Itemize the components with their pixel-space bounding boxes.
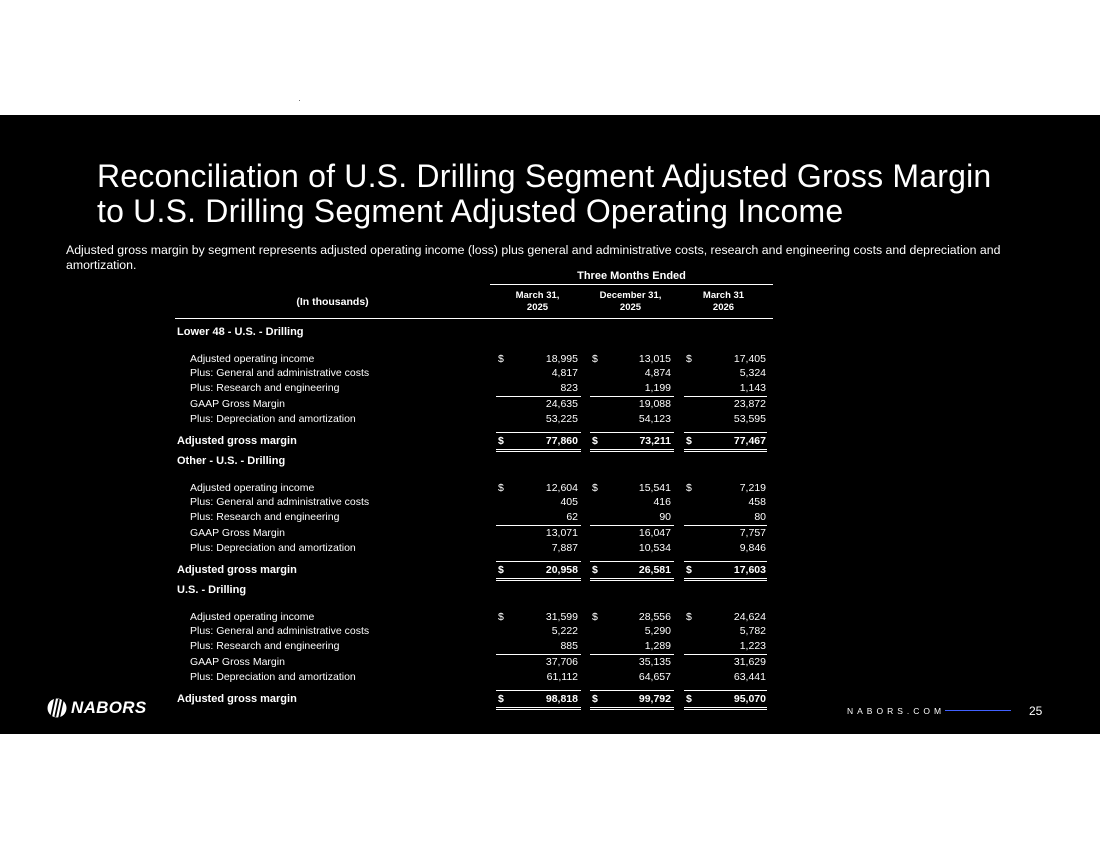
table-cell: 5,324: [739, 367, 766, 379]
column-header: [676, 290, 771, 314]
column-header-line2: 2025: [619, 302, 642, 313]
total-top-rule: [684, 561, 767, 562]
reconciliation-table: [0, 115, 1100, 734]
section-title: Other - U.S. - Drilling: [177, 455, 286, 467]
row-label: Plus: Depreciation and amortization: [190, 413, 356, 425]
total-double-rule: [496, 707, 581, 708]
table-cell: 13,071: [545, 527, 578, 539]
section-title: U.S. - Drilling: [177, 584, 247, 596]
currency-sign: $: [592, 564, 598, 576]
row-label: GAAP Gross Margin: [190, 656, 285, 668]
currency-sign: $: [592, 353, 598, 365]
total-double-rule: [684, 707, 767, 708]
table-cell: 1,223: [739, 640, 766, 652]
total-cell: 77,467: [733, 435, 766, 447]
title-line-1: Reconciliation of U.S. Drilling Segment Adjusted Gross Margin: [97, 158, 992, 194]
subtitle: Adjusted gross margin by segment represents adjusted operating income (loss) plus general and administrative costs, research and engineering costs and depreciation and amortization.: [66, 243, 1001, 272]
column-header: [490, 290, 585, 314]
total-top-rule: [496, 690, 581, 691]
table-cell: 9,846: [739, 542, 766, 554]
currency-sign: $: [498, 611, 504, 623]
group-header: Three Months Ended: [577, 270, 686, 282]
website-url: NABORS.COM: [847, 706, 946, 716]
table-cell: 53,225: [545, 413, 578, 425]
table-cell: 35,135: [638, 656, 671, 668]
currency-sign: $: [498, 564, 504, 576]
table-cell: 5,222: [551, 625, 578, 637]
section-title: Lower 48 - U.S. - Drilling: [177, 326, 304, 338]
row-label: Plus: Depreciation and amortization: [190, 671, 356, 683]
column-header-line2: 2025: [526, 302, 549, 313]
total-double-rule: [590, 451, 674, 452]
total-double-rule: [496, 449, 581, 450]
page-number: 25: [1029, 704, 1043, 718]
total-top-rule: [590, 690, 674, 691]
total-double-rule: [590, 707, 674, 708]
row-label: Plus: General and administrative costs: [190, 367, 370, 379]
table-cell: 80: [754, 511, 766, 523]
total-cell: 77,860: [545, 435, 578, 447]
total-cell: 95,070: [733, 693, 766, 705]
table-cell: 24,635: [545, 398, 578, 410]
unit-header: (In thousands): [296, 296, 369, 308]
row-label: Adjusted operating income: [190, 611, 315, 623]
table-cell: 1,199: [644, 382, 671, 394]
table-cell: 405: [560, 496, 578, 508]
subtotal-rule: [496, 654, 581, 655]
table-cell: 416: [653, 496, 671, 508]
total-cell: 26,581: [638, 564, 671, 576]
group-header-rule: [490, 284, 773, 285]
currency-sign: $: [592, 435, 598, 447]
currency-sign: $: [686, 482, 692, 494]
slide: [0, 115, 1100, 734]
total-double-rule: [590, 578, 674, 579]
subtotal-rule: [590, 396, 674, 397]
total-cell: 17,603: [733, 564, 766, 576]
table-cell: 17,405: [733, 353, 766, 365]
currency-sign: $: [592, 693, 598, 705]
table-cell: 37,706: [545, 656, 578, 668]
currency-sign: $: [592, 611, 598, 623]
row-label: GAAP Gross Margin: [190, 527, 285, 539]
total-top-rule: [496, 432, 581, 433]
total-double-rule: [496, 451, 581, 452]
table-cell: 7,887: [551, 542, 578, 554]
table-cell: 4,874: [644, 367, 671, 379]
subtotal-rule: [684, 396, 767, 397]
row-label: Plus: Research and engineering: [190, 511, 340, 523]
total-double-rule: [684, 709, 767, 710]
total-double-rule: [684, 451, 767, 452]
table-cell: 885: [560, 640, 578, 652]
table-cell: 18,995: [545, 353, 578, 365]
table-cell: 19,088: [638, 398, 671, 410]
currency-sign: $: [498, 693, 504, 705]
row-label: Plus: General and administrative costs: [190, 496, 370, 508]
total-cell: 98,818: [545, 693, 578, 705]
total-double-rule: [684, 578, 767, 579]
table-cell: 823: [560, 382, 578, 394]
total-top-rule: [684, 690, 767, 691]
row-label: Plus: General and administrative costs: [190, 625, 370, 637]
total-cell: 73,211: [639, 435, 671, 447]
total-double-rule: [684, 449, 767, 450]
table-cell: 13,015: [638, 353, 671, 365]
column-header-line1: March 31,: [515, 290, 560, 301]
table-cell: 7,757: [739, 527, 766, 539]
artifact-dot: [299, 100, 300, 101]
nabors-logo: [47, 698, 146, 718]
table-cell: 61,112: [546, 671, 578, 683]
currency-sign: $: [498, 482, 504, 494]
subtotal-rule: [684, 654, 767, 655]
currency-sign: $: [498, 353, 504, 365]
total-double-rule: [684, 580, 767, 581]
table-cell: 4,817: [551, 367, 578, 379]
table-cell: 15,541: [638, 482, 671, 494]
row-label: Plus: Research and engineering: [190, 640, 340, 652]
total-double-rule: [590, 580, 674, 581]
footer-accent-line: [945, 710, 1011, 711]
row-label: Plus: Depreciation and amortization: [190, 542, 356, 554]
table-cell: 458: [748, 496, 766, 508]
total-top-rule: [684, 432, 767, 433]
total-top-rule: [590, 432, 674, 433]
nabors-logo-icon: [47, 698, 67, 718]
title-line-2: to U.S. Drilling Segment Adjusted Operating Income: [97, 193, 844, 229]
table-cell: 16,047: [638, 527, 671, 539]
total-double-rule: [496, 578, 581, 579]
total-label: Adjusted gross margin: [177, 435, 297, 447]
table-cell: 53,595: [733, 413, 766, 425]
currency-sign: $: [686, 693, 692, 705]
table-cell: 90: [659, 511, 671, 523]
column-header-line1: March 31: [702, 290, 745, 301]
table-cell: 7,219: [739, 482, 766, 494]
table-cell: 5,782: [739, 625, 766, 637]
column-header: [583, 290, 678, 314]
table-cell: 5,290: [644, 625, 671, 637]
table-cell: 31,629: [733, 656, 766, 668]
total-double-rule: [496, 709, 581, 710]
table-cell: 10,534: [638, 542, 671, 554]
currency-sign: $: [592, 482, 598, 494]
table-cell: 28,556: [638, 611, 671, 623]
header-rule: [175, 318, 773, 319]
row-label: GAAP Gross Margin: [190, 398, 285, 410]
table-cell: 31,599: [545, 611, 578, 623]
table-cell: 62: [566, 511, 578, 523]
total-double-rule: [590, 709, 674, 710]
row-label: Plus: Research and engineering: [190, 382, 340, 394]
total-cell: 99,792: [638, 693, 671, 705]
currency-sign: $: [686, 564, 692, 576]
total-top-rule: [496, 561, 581, 562]
subtotal-rule: [590, 525, 674, 526]
subtotal-rule: [496, 396, 581, 397]
subtotal-rule: [684, 525, 767, 526]
brand-name: NABORS: [71, 698, 147, 717]
table-cell: 64,657: [638, 671, 671, 683]
currency-sign: $: [686, 353, 692, 365]
total-label: Adjusted gross margin: [177, 564, 297, 576]
total-label: Adjusted gross margin: [177, 693, 297, 705]
currency-sign: $: [498, 435, 504, 447]
total-double-rule: [590, 449, 674, 450]
table-cell: 23,872: [733, 398, 766, 410]
row-label: Adjusted operating income: [190, 353, 315, 365]
total-cell: 20,958: [545, 564, 578, 576]
subtotal-rule: [496, 525, 581, 526]
total-double-rule: [496, 580, 581, 581]
row-label: Adjusted operating income: [190, 482, 315, 494]
table-cell: 63,441: [733, 671, 766, 683]
currency-sign: $: [686, 611, 692, 623]
table-cell: 54,123: [638, 413, 671, 425]
table-cell: 1,143: [739, 382, 766, 394]
total-top-rule: [590, 561, 674, 562]
currency-sign: $: [686, 435, 692, 447]
subtotal-rule: [590, 654, 674, 655]
column-header-line2: 2026: [712, 302, 735, 313]
table-cell: 1,289: [644, 640, 671, 652]
table-cell: 24,624: [733, 611, 766, 623]
table-cell: 12,604: [545, 482, 578, 494]
column-header-line1: December 31,: [599, 290, 662, 301]
